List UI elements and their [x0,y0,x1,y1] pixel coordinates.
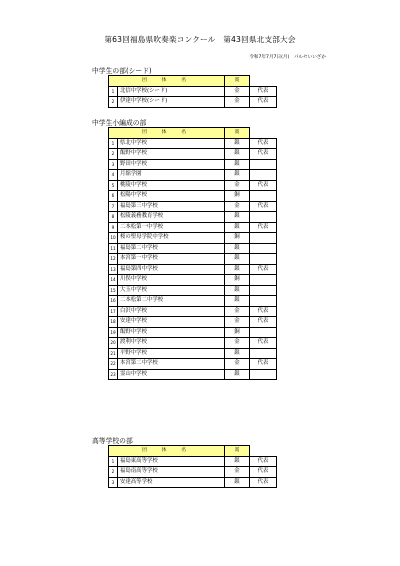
section-title-high-school: 高等学校の部 [92,437,133,445]
table-header-row [109,446,277,457]
award-cell: 銀 [225,170,250,181]
table-row [109,201,277,212]
representative-cell: 代表 [250,180,277,191]
representative-cell: 代表 [250,97,277,108]
row-number: 6 [109,191,118,202]
award-cell: 金 [225,97,250,108]
representative-cell [250,369,277,380]
table-row [109,477,277,488]
header-blank [250,128,277,139]
header-award: 賞 [225,128,250,139]
award-cell: 金 [225,180,250,191]
school-name: 福島第三中学校 [118,201,225,212]
award-cell: 金 [225,86,250,97]
representative-cell: 代表 [250,138,277,149]
representative-cell [250,170,277,181]
award-cell: 銀 [225,264,250,275]
school-name: 本宮第一中学校 [118,254,225,265]
representative-cell: 代表 [250,264,277,275]
page-title: 第63回福島県吹奏楽コンクール 第43回県北支部大会 [104,35,296,44]
table-row [109,296,277,307]
table-row [109,317,277,328]
row-number: 3 [109,159,118,170]
representative-cell: 代表 [250,467,277,478]
school-name: 福島南高等学校 [118,467,225,478]
representative-cell [250,159,277,170]
school-name: 安達中学校 [118,317,225,328]
school-name: 桃陵中学校 [118,180,225,191]
event-date-venue: 令和7年7月7日(月) パルセいいざか [249,55,326,60]
award-cell: 銀 [225,149,250,160]
row-number: 7 [109,201,118,212]
school-name: 白沢中学校 [118,306,225,317]
table-row [109,170,277,181]
row-number: 13 [109,264,118,275]
representative-cell [250,285,277,296]
award-cell: 銀 [225,222,250,233]
award-cell: 銅 [225,275,250,286]
row-number: 12 [109,254,118,265]
header-award: 賞 [225,76,250,87]
representative-cell: 代表 [250,477,277,488]
table-row [109,138,277,149]
award-cell: 銅 [225,233,250,244]
header-blank [250,446,277,457]
table-row [109,243,277,254]
school-name: 福島東高等学校 [118,456,225,467]
award-cell: 銅 [225,327,250,338]
table-row [109,149,277,160]
award-cell: 銀 [225,254,250,265]
header-name: 団 体 名 [109,446,225,457]
row-number: 14 [109,275,118,286]
award-cell: 金 [225,317,250,328]
table-row [109,212,277,223]
school-name: 川俣中学校 [118,275,225,286]
school-name: 松陵義務教育学校 [118,212,225,223]
representative-cell [250,348,277,359]
row-number: 2 [109,467,118,478]
row-number: 9 [109,222,118,233]
school-name: 桜の聖母学院中学校 [118,233,225,244]
representative-cell: 代表 [250,306,277,317]
school-name: 本宮第二中学校 [118,359,225,370]
school-name: 平野中学校 [118,348,225,359]
award-cell: 銀 [225,456,250,467]
award-cell: 銀 [225,285,250,296]
representative-cell: 代表 [250,149,277,160]
representative-cell: 代表 [250,201,277,212]
table-row [109,285,277,296]
award-cell: 銀 [225,159,250,170]
school-name: 福島第四中学校 [118,264,225,275]
school-name: 渡利中学校 [118,338,225,349]
representative-cell [250,254,277,265]
award-cell: 金 [225,359,250,370]
representative-cell: 代表 [250,338,277,349]
award-cell: 銀 [225,477,250,488]
award-cell: 銀 [225,348,250,359]
award-cell: 金 [225,338,250,349]
table-row [109,233,277,244]
representative-cell [250,212,277,223]
row-number: 19 [109,327,118,338]
table-row [109,467,277,478]
row-number: 20 [109,338,118,349]
representative-cell: 代表 [250,317,277,328]
table-header-row [109,128,277,139]
table-row [109,180,277,191]
school-name: 月舘学園 [118,170,225,181]
representative-cell [250,233,277,244]
award-cell: 銀 [225,138,250,149]
school-name: 二本松第一中学校 [118,222,225,233]
section-title-junior-seed: 中学生の部(シード) [92,67,152,75]
award-cell: 銀 [225,296,250,307]
award-cell: 金 [225,201,250,212]
row-number: 15 [109,285,118,296]
table-row [109,254,277,265]
row-number: 1 [109,86,118,97]
school-name: 霊山中学校 [118,369,225,380]
school-name: 二本松第二中学校 [118,296,225,307]
representative-cell [250,191,277,202]
row-number: 16 [109,296,118,307]
table-row [109,159,277,170]
representative-cell [250,296,277,307]
table-header-row [109,76,277,87]
section-title-junior-small: 中学生小編成の部 [92,119,147,127]
school-name: 安達高等学校 [118,477,225,488]
row-number: 10 [109,233,118,244]
table-row [109,97,277,108]
row-number: 23 [109,369,118,380]
representative-cell: 代表 [250,222,277,233]
row-number: 1 [109,138,118,149]
table-row [109,86,277,97]
results-table-high-school [108,445,277,488]
award-cell: 銀 [225,212,250,223]
table-row [109,338,277,349]
header-name: 団 体 名 [109,128,225,139]
school-name: 飯野中学校 [118,149,225,160]
row-number: 11 [109,243,118,254]
header-blank [250,76,277,87]
table-row [109,359,277,370]
table-row [109,264,277,275]
representative-cell: 代表 [250,359,277,370]
representative-cell [250,327,277,338]
school-name: 県北中学校 [118,138,225,149]
row-number: 5 [109,180,118,191]
table-row [109,369,277,380]
representative-cell [250,243,277,254]
row-number: 2 [109,97,118,108]
row-number: 1 [109,456,118,467]
row-number: 2 [109,149,118,160]
school-name: 福島第二中学校 [118,243,225,254]
table-row [109,348,277,359]
row-number: 4 [109,170,118,181]
award-cell: 銀 [225,369,250,380]
table-row [109,191,277,202]
school-name: 北信中学校(シード) [118,86,225,97]
school-name: 伊達中学校(シード) [118,97,225,108]
row-number: 21 [109,348,118,359]
table-row [109,456,277,467]
school-name: 大玉中学校 [118,285,225,296]
school-name: 飯野中学校 [118,327,225,338]
representative-cell [250,275,277,286]
results-table-junior-seed [108,75,277,108]
award-cell: 金 [225,467,250,478]
table-row [109,275,277,286]
header-award: 賞 [225,446,250,457]
representative-cell: 代表 [250,86,277,97]
table-row [109,306,277,317]
representative-cell: 代表 [250,456,277,467]
award-cell: 金 [225,306,250,317]
header-name: 団 体 名 [109,76,225,87]
school-name: 松陽中学校 [118,191,225,202]
award-cell: 銅 [225,191,250,202]
row-number: 18 [109,317,118,328]
results-table-junior-small [108,127,277,380]
school-name: 野田中学校 [118,159,225,170]
row-number: 3 [109,477,118,488]
row-number: 8 [109,212,118,223]
table-row [109,222,277,233]
table-row [109,327,277,338]
row-number: 22 [109,359,118,370]
award-cell: 銀 [225,243,250,254]
row-number: 17 [109,306,118,317]
